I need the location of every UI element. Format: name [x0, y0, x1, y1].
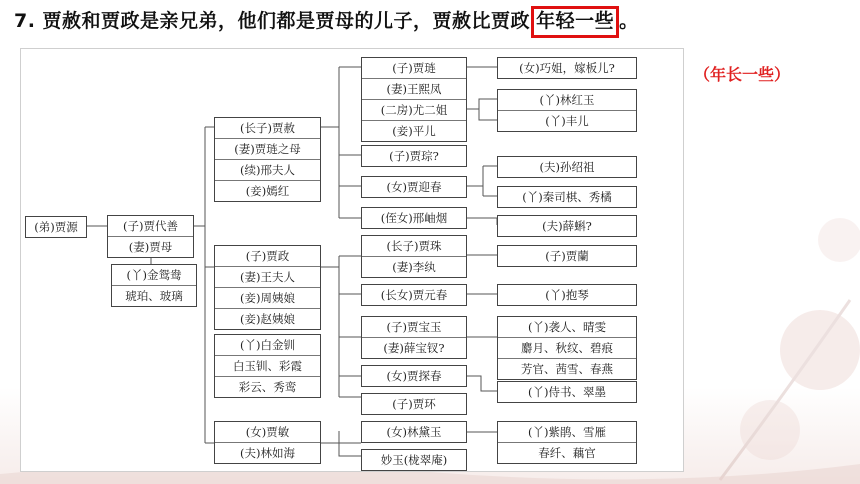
node-bao-qin: (丫)抱琴 [497, 284, 637, 306]
node-jia-yuanchun: (长女)贾元春 [361, 284, 467, 306]
node-lin-ruhai: (夫)林如海 [215, 442, 320, 463]
node-miao-yu: 妙玉(栊翠庵) [361, 449, 467, 471]
question-title [14, 6, 639, 33]
node-xing-furen: (续)邢夫人 [215, 159, 320, 180]
node-jia-tanchun: (女)贾探春 [361, 365, 467, 387]
node-wang-furen: (妻)王夫人 [215, 266, 320, 287]
node-yan-hong: (妾)嫣红 [215, 180, 320, 201]
node-jia-zheng-family [214, 245, 321, 330]
node-jia-yuan: (弟)贾源 [25, 216, 87, 238]
node-li-wan: (妻)李纨 [362, 256, 466, 277]
node-cai-yun: 彩云、秀鸾 [215, 376, 320, 397]
highlighted-phrase: 年轻一些 [531, 6, 619, 38]
node-fangguan-qianxue: 芳官、茜雪、春燕 [498, 358, 636, 379]
node-tanchun-maids: (丫)侍书、翠墨 [497, 381, 637, 403]
node-wang-xifeng: (妻)王熙凤 [362, 78, 466, 99]
node-jia-cong: (子)贾琮? [361, 145, 467, 167]
node-jia-yingchun: (女)贾迎春 [361, 176, 467, 198]
node-jia-she-family [214, 117, 321, 202]
node-xiren-qingwen: (丫)袭人、晴雯 [528, 320, 606, 334]
node-you-erjie: (二房)尤二姐 [362, 99, 466, 120]
node-jia-min: (女)贾敏 [245, 425, 290, 439]
node-jia-zhu: (长子)贾珠 [386, 239, 442, 253]
node-jia-daishan: (子)贾代善 [123, 219, 178, 233]
node-yingchun-maids: (丫)秦司棋、秀橘 [497, 186, 637, 208]
node-jia-mu: (妻)贾母 [108, 236, 193, 257]
node-jia-lan: (子)贾蘭 [497, 245, 637, 267]
node-sun-shaozu: (夫)孙绍祖 [497, 156, 637, 178]
question-end-mark: 。 [619, 10, 639, 32]
node-jia-zheng: (子)贾政 [245, 249, 290, 263]
node-jia-zhu-family [361, 235, 467, 278]
node-daiyu-maids [497, 421, 637, 464]
node-ping-er: (妾)平儿 [362, 120, 466, 141]
node-jia-daishan-family [107, 215, 194, 258]
node-zhou-yiniang: (妾)周姨娘 [215, 287, 320, 308]
node-bai-yuchuan: 白玉钏、彩霞 [215, 355, 320, 376]
node-feng-er: (丫)丰儿 [498, 110, 636, 131]
node-jia-lian: (子)贾琏 [392, 61, 436, 75]
node-jia-min-family [214, 421, 321, 464]
question-text: 7. 贾赦和贾政是亲兄弟，他们都是贾母的儿子，贾赦比贾政 [14, 10, 531, 32]
node-xue-ke: (夫)薛蝌? [497, 215, 637, 237]
node-jia-baoyu-family [361, 316, 467, 359]
node-lin-hongyu: (丫)林红玉 [539, 93, 595, 107]
family-tree-panel [20, 48, 684, 472]
node-lian-maids [497, 89, 637, 132]
node-qiao-jie: (女)巧姐，嫁板儿? [497, 57, 637, 79]
node-zijuan-xueyan: (丫)紫鹃、雪雁 [528, 425, 606, 439]
node-jia-she: (长子)贾赦 [240, 121, 295, 135]
node-jia-lian-family [361, 57, 467, 142]
node-zheng-maids [214, 334, 321, 398]
node-hupo-boli: 琥珀、玻璃 [112, 285, 196, 306]
node-lin-daiyu: (女)林黛玉 [361, 421, 467, 443]
node-jia-huan: (子)贾环 [361, 393, 467, 415]
node-baoyu-maids [497, 316, 637, 380]
node-jia-mu-maids [111, 264, 197, 307]
node-xing-xiuyan: (侄女)邢岫烟 [361, 207, 467, 229]
ink-blossom-decoration [700, 100, 860, 484]
node-zhao-yiniang: (妾)赵姨娘 [215, 308, 320, 329]
node-chunxian-ouguan: 春纤、藕官 [498, 442, 636, 463]
node-xue-baochai: (妻)薛宝钗? [362, 337, 466, 358]
node-jin-yuanyang: (丫)金鸳鸯 [126, 268, 182, 282]
node-jia-baoyu: (子)贾宝玉 [386, 320, 442, 334]
node-sheyue-qiuwen: 麝月、秋纹、碧痕 [498, 337, 636, 358]
node-jia-lian-mother: (妻)贾琏之母 [215, 138, 320, 159]
node-bai-jinchuan: (丫)白金钏 [240, 338, 295, 352]
correct-answer: （年长一些） [694, 65, 791, 84]
